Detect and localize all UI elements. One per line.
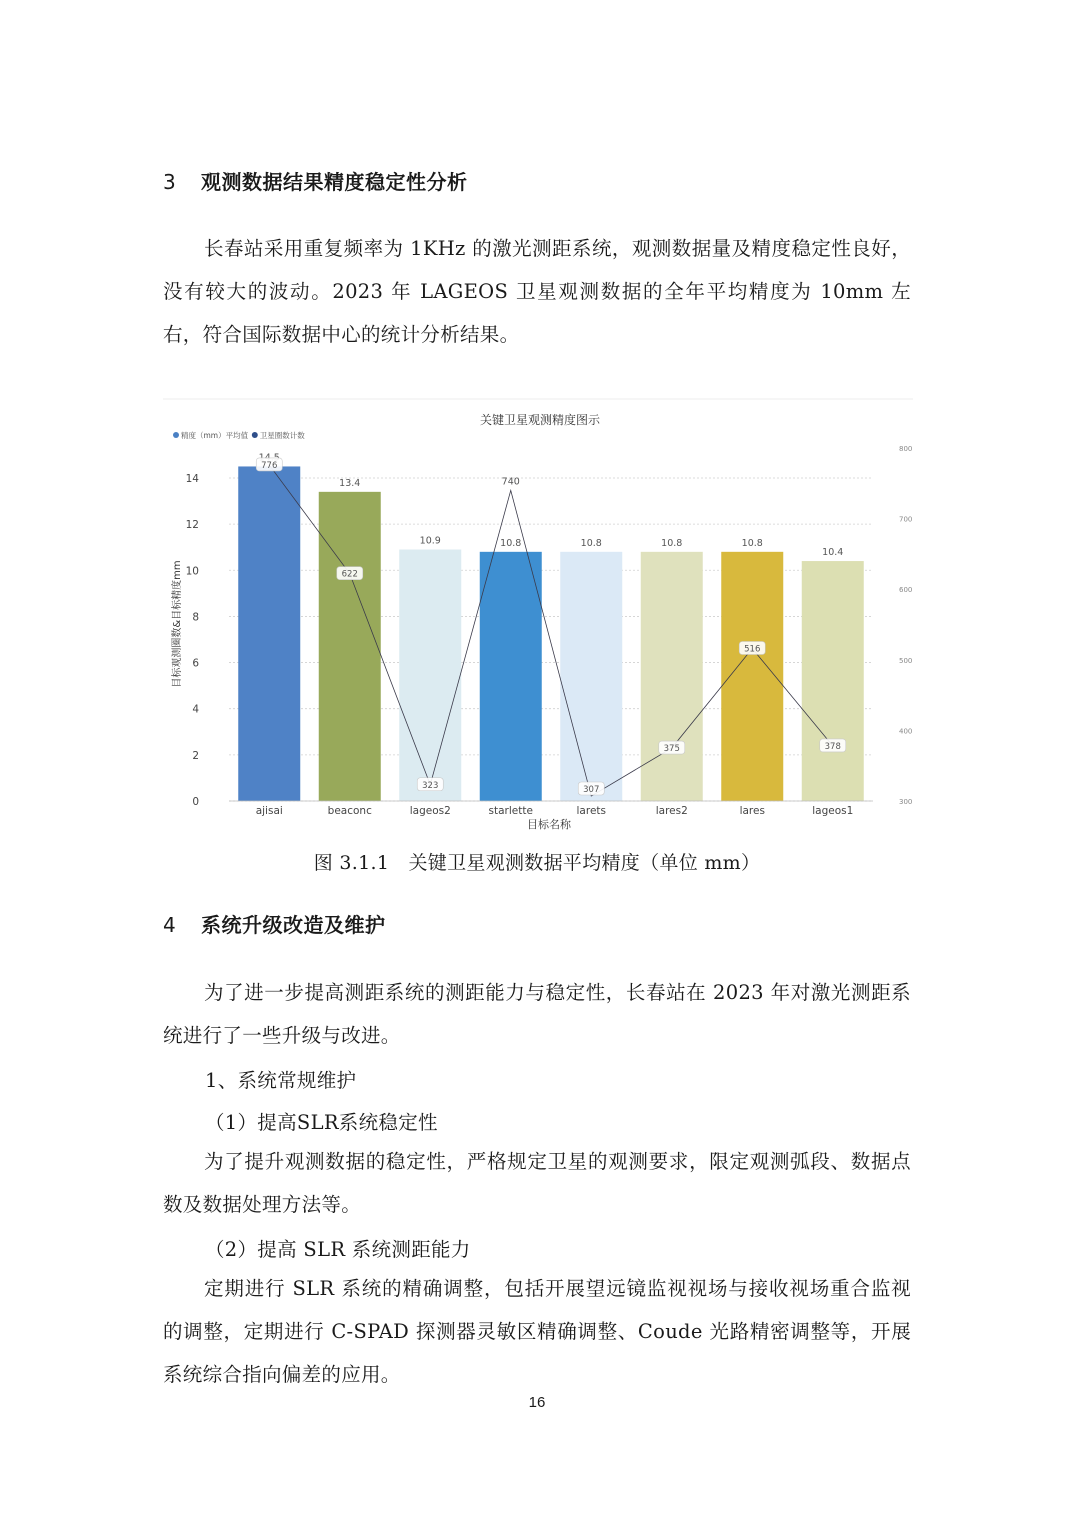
section-3-paragraph: 长春站采用重复频率为 1KHz 的激光测距系统，观测数据量及精度稳定性良好，没有较大的波动。2023 年 LAGEOS 卫星观测数据的全年平均精度为 10mm 左右，符合国际数据中心的统计分析结果。 bbox=[163, 237, 911, 346]
legend-label: 精度（mm）平均值 bbox=[181, 431, 249, 440]
y2-tick-label: 600 bbox=[899, 586, 913, 595]
x-tick-label: lageos2 bbox=[409, 805, 451, 817]
y2-tick-label: 400 bbox=[899, 727, 913, 736]
legend-marker bbox=[252, 432, 258, 438]
bar-value-label: 10.8 bbox=[661, 537, 683, 549]
chart-x-axis-label: 目标名称 bbox=[527, 818, 571, 831]
bar-lageos1 bbox=[802, 561, 864, 801]
line-value-label: 378 bbox=[824, 741, 841, 752]
chart-title: 关键卫星观测精度图示 bbox=[479, 413, 601, 427]
x-tick-label: ajisai bbox=[255, 805, 283, 817]
x-tick-label: lares bbox=[739, 805, 765, 817]
x-tick-label: beaconc bbox=[327, 805, 372, 817]
section-4-intro: 为了进一步提高测距系统的测距能力与稳定性，长春站在 2023 年对激光测距系统进行了一些升级与改进。 bbox=[163, 981, 911, 1047]
line-value-label: 323 bbox=[422, 780, 439, 791]
line-value-label: 740 bbox=[501, 476, 520, 488]
y-tick-label: 0 bbox=[192, 796, 199, 808]
y2-tick-label: 300 bbox=[899, 798, 913, 806]
chart-y-axis bbox=[186, 473, 200, 808]
bar-value-label: 10.9 bbox=[419, 535, 441, 547]
bar-value-label: 10.8 bbox=[500, 537, 522, 549]
chart-legend bbox=[173, 430, 305, 440]
bar-beaconc bbox=[319, 492, 381, 801]
y-tick-label: 4 bbox=[192, 703, 199, 716]
section-3-number: 3 bbox=[163, 170, 177, 194]
y-tick-label: 8 bbox=[192, 611, 199, 624]
y-tick-label: 2 bbox=[192, 749, 199, 762]
subsection-2-title: （2）提高 SLR 系统测距能力 bbox=[205, 1238, 471, 1261]
bar-lares bbox=[721, 552, 783, 801]
legend-marker bbox=[173, 432, 179, 438]
bar-starlette bbox=[480, 552, 542, 801]
section-3-heading bbox=[163, 166, 468, 195]
line-value-label: 622 bbox=[341, 569, 358, 580]
x-tick-label: lageos1 bbox=[812, 805, 854, 817]
line-value-label: 307 bbox=[583, 785, 600, 795]
line-value-label: 776 bbox=[261, 460, 278, 471]
chart-y2-axis bbox=[899, 445, 912, 806]
item-1-heading: 1、系统常规维护 bbox=[205, 1069, 357, 1092]
chart-x-axis bbox=[229, 801, 873, 817]
section-4-title: 系统升级改造及维护 bbox=[201, 913, 386, 937]
subsection-1-text: 为了提升观测数据的稳定性，严格规定卫星的观测要求，限定观测弧段、数据点数及数据处理方法等。 bbox=[163, 1150, 911, 1216]
legend-label: 卫星圈数计数 bbox=[259, 431, 305, 440]
line-value-label: 375 bbox=[663, 744, 680, 755]
figure-caption: 图 3.1.1 关键卫星观测数据平均精度（单位 mm） bbox=[313, 852, 761, 874]
bar-larets bbox=[560, 552, 622, 801]
precision-chart bbox=[163, 398, 913, 834]
chart-bars bbox=[238, 466, 864, 801]
y-tick-label: 14 bbox=[185, 472, 199, 485]
y2-tick-label: 500 bbox=[899, 656, 913, 665]
page-number: 16 bbox=[528, 1394, 546, 1411]
bar-value-label: 10.8 bbox=[741, 537, 763, 549]
x-tick-label: larets bbox=[576, 805, 606, 817]
bar-value-label: 10.4 bbox=[822, 547, 844, 559]
y-tick-label: 10 bbox=[185, 565, 199, 578]
section-4-heading bbox=[163, 909, 386, 938]
chart-y-axis-label: 目标观测圈数&目标精度mm bbox=[172, 560, 183, 688]
bar-ajisai bbox=[238, 466, 300, 801]
y-tick-label: 6 bbox=[192, 657, 199, 670]
bar-lares2 bbox=[641, 552, 703, 801]
section-3-title: 观测数据结果精度稳定性分析 bbox=[201, 170, 468, 194]
y2-tick-label: 800 bbox=[899, 445, 913, 453]
y-tick-label: 12 bbox=[185, 519, 199, 532]
bar-value-label: 10.8 bbox=[580, 537, 602, 549]
subsection-2-text: 定期进行 SLR 系统的精确调整，包括开展望远镜监视视场与接收视场重合监视的调整，定期进行 C-SPAD 探测器灵敏区精确调整、Coude 光路精密调整等，开展系统综合指向偏差的应用。 bbox=[163, 1277, 911, 1386]
line-value-label: 516 bbox=[744, 644, 761, 655]
section-4-number: 4 bbox=[163, 913, 177, 937]
bar-value-label: 13.4 bbox=[339, 477, 361, 489]
y2-tick-label: 700 bbox=[899, 515, 913, 524]
subsection-1-title: （1）提高SLR系统稳定性 bbox=[205, 1111, 438, 1134]
x-tick-label: starlette bbox=[488, 805, 533, 817]
x-tick-label: lares2 bbox=[655, 805, 688, 817]
bar-lageos2 bbox=[399, 550, 461, 801]
